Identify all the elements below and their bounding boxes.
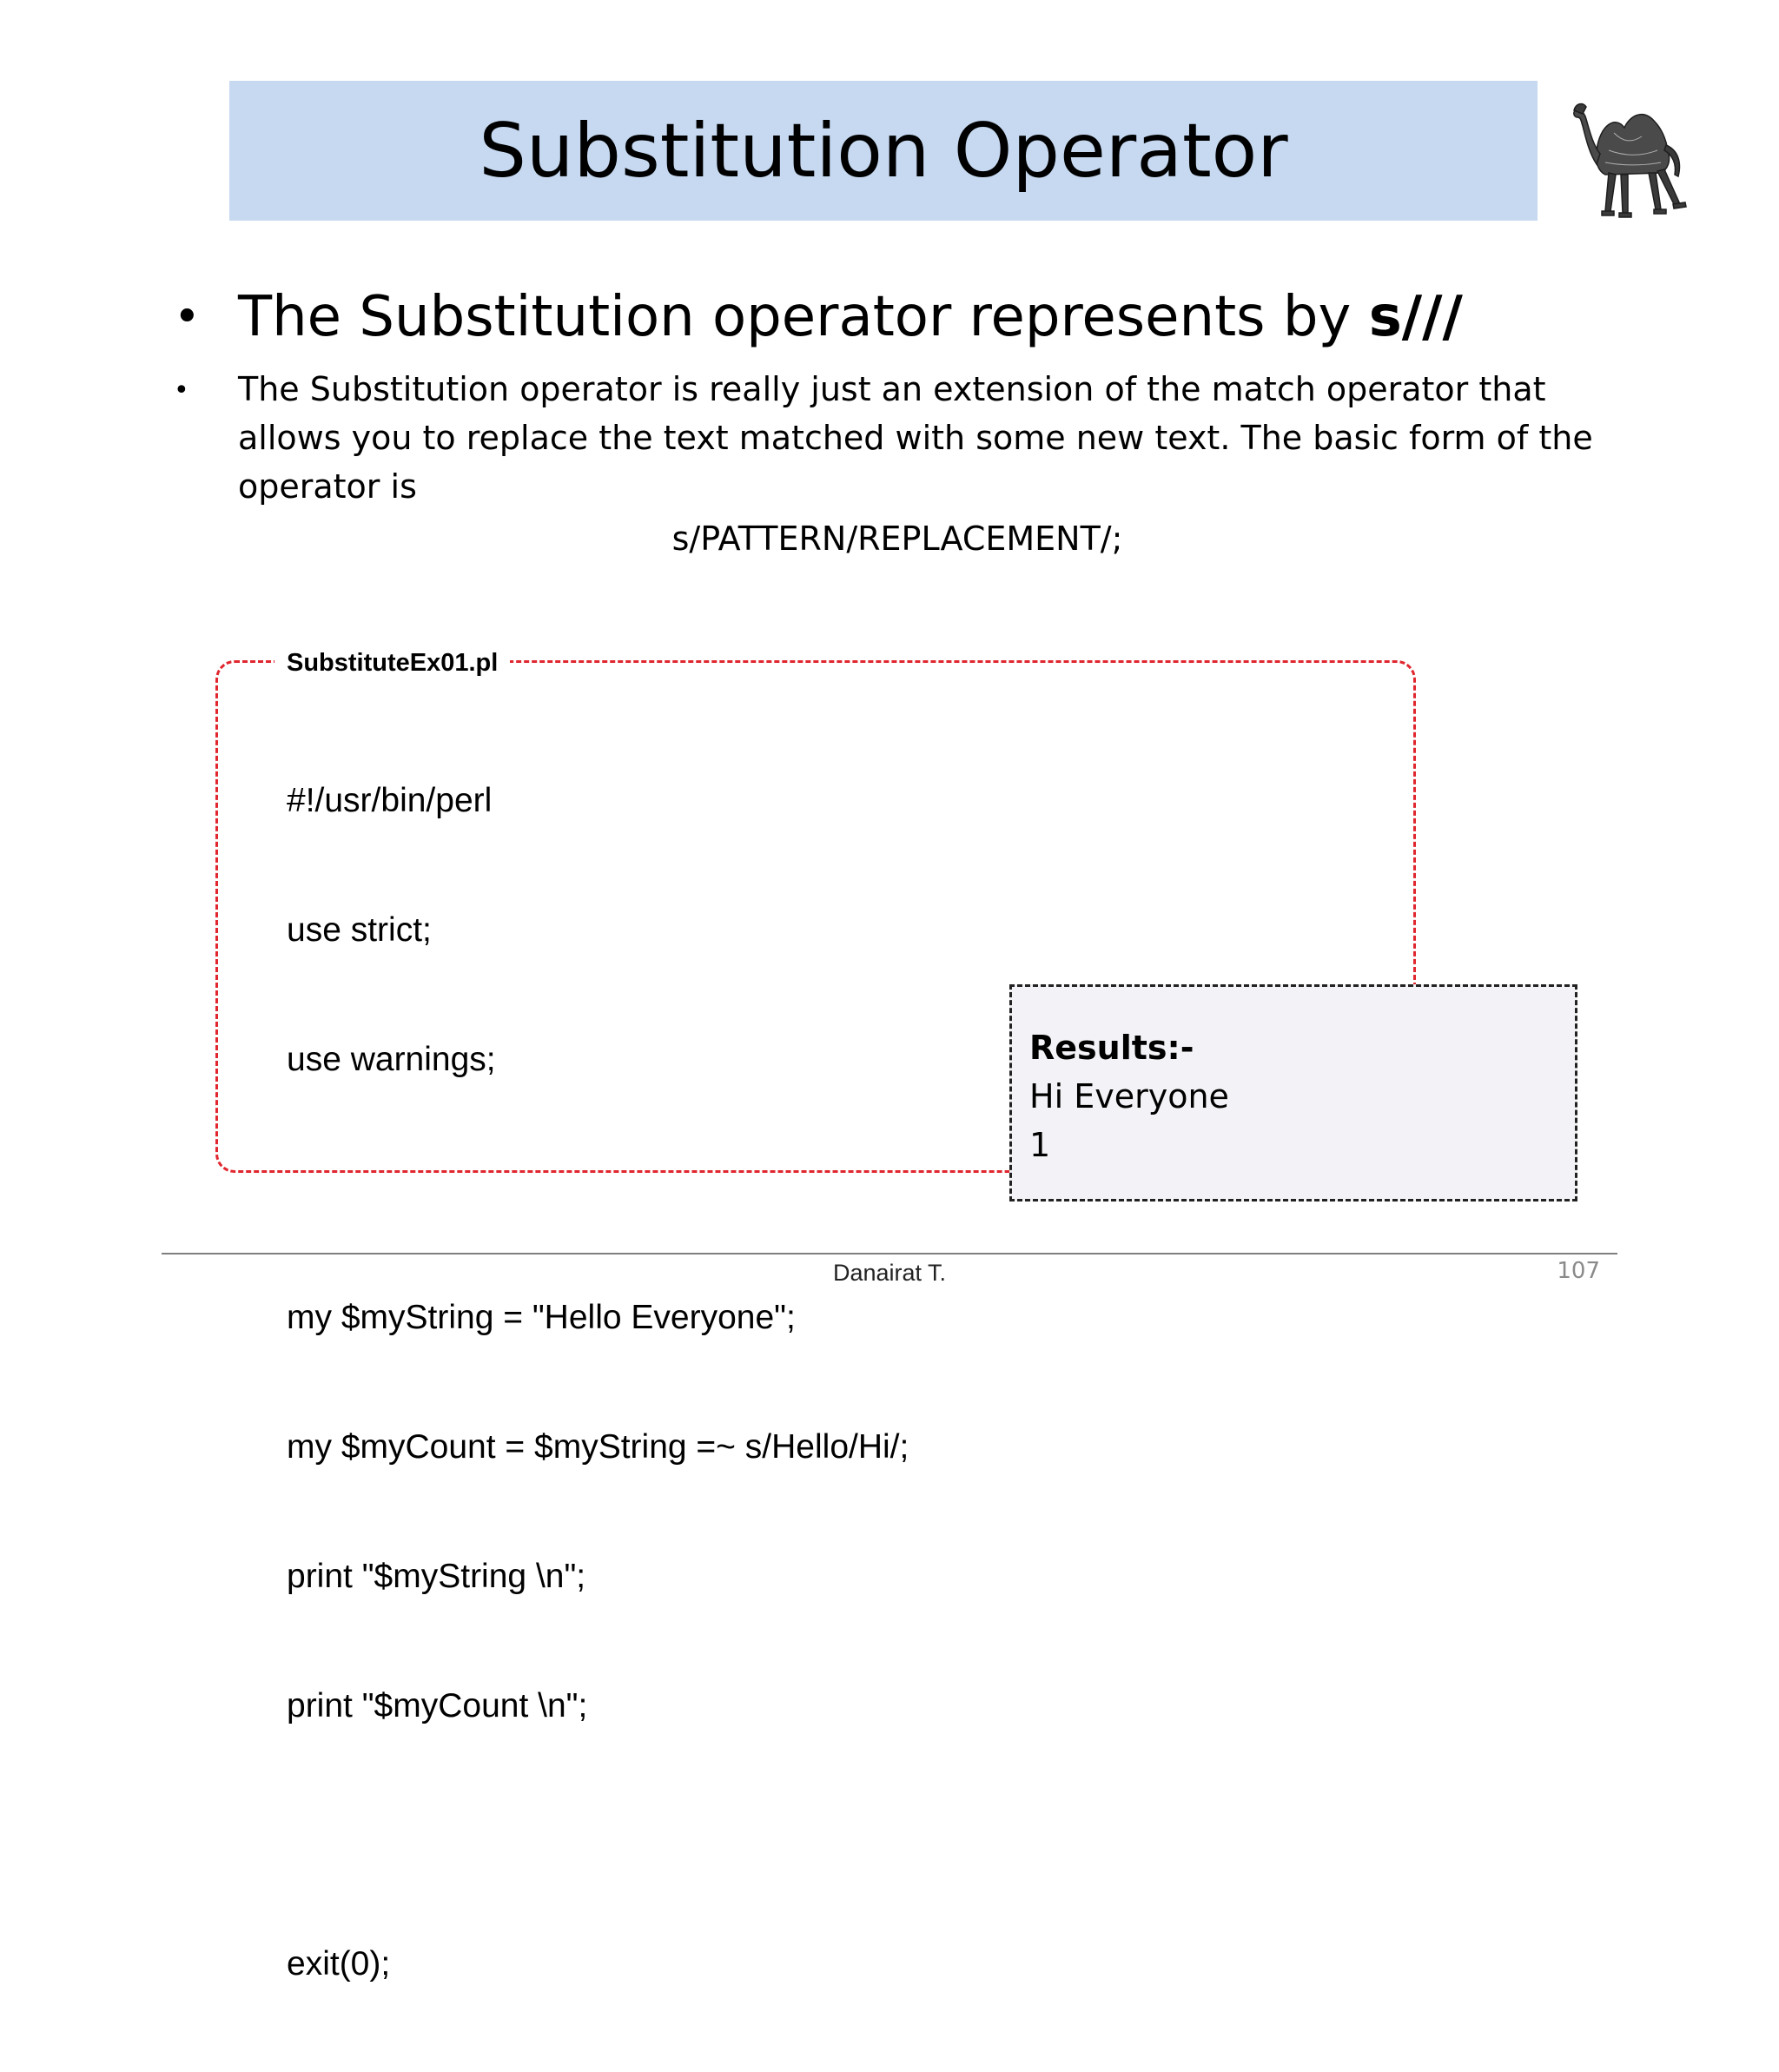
footer-author: Danairat T. (832, 1260, 947, 1286)
bullet-text-main: The Substitution operator represents by (238, 285, 1369, 349)
footer-divider (162, 1253, 1617, 1254)
code-line: print "$myString \n"; (287, 1557, 586, 1595)
bullet-marker: • (174, 375, 189, 406)
code-listing (287, 693, 909, 2072)
code-line: use warnings; (287, 1040, 496, 1078)
code-line (287, 1813, 909, 1857)
bullet-item-1 (174, 280, 1463, 354)
page-number: 107 (1557, 1258, 1600, 1284)
bullet-text: The Substitution operator is really just an extension of the match operator that allows you to replace the text matched with some new text. The basic form of the operator is (238, 370, 1593, 506)
code-filename-label: SubstituteEx01.pl (274, 646, 510, 679)
bullet-text-bold: s/// (1368, 285, 1463, 349)
bullet-marker: • (174, 291, 201, 343)
code-line: my $myCount = $myString =~ s/Hello/Hi/; (287, 1428, 909, 1466)
results-box (1009, 984, 1577, 1201)
perl-camel-icon (1571, 89, 1692, 220)
results-title: Results:- (1029, 1029, 1194, 1067)
code-line: use strict; (287, 910, 432, 949)
code-line (287, 1168, 909, 1211)
code-line: my $myString = "Hello Everyone"; (287, 1299, 796, 1337)
code-line: print "$myCount \n"; (287, 1686, 588, 1724)
slide-title: Substitution Operator (479, 107, 1288, 195)
code-line: exit(0); (287, 1945, 391, 1983)
results-line: Hi Everyone (1029, 1077, 1229, 1115)
syntax-formula: s/PATTERN/REPLACEMENT/; (671, 520, 1123, 558)
results-line: 1 (1029, 1126, 1051, 1164)
code-line: #!/usr/bin/perl (287, 782, 493, 820)
bullet-text (238, 280, 1463, 354)
bullet-item-2 (174, 365, 1637, 511)
title-bar (229, 81, 1538, 221)
